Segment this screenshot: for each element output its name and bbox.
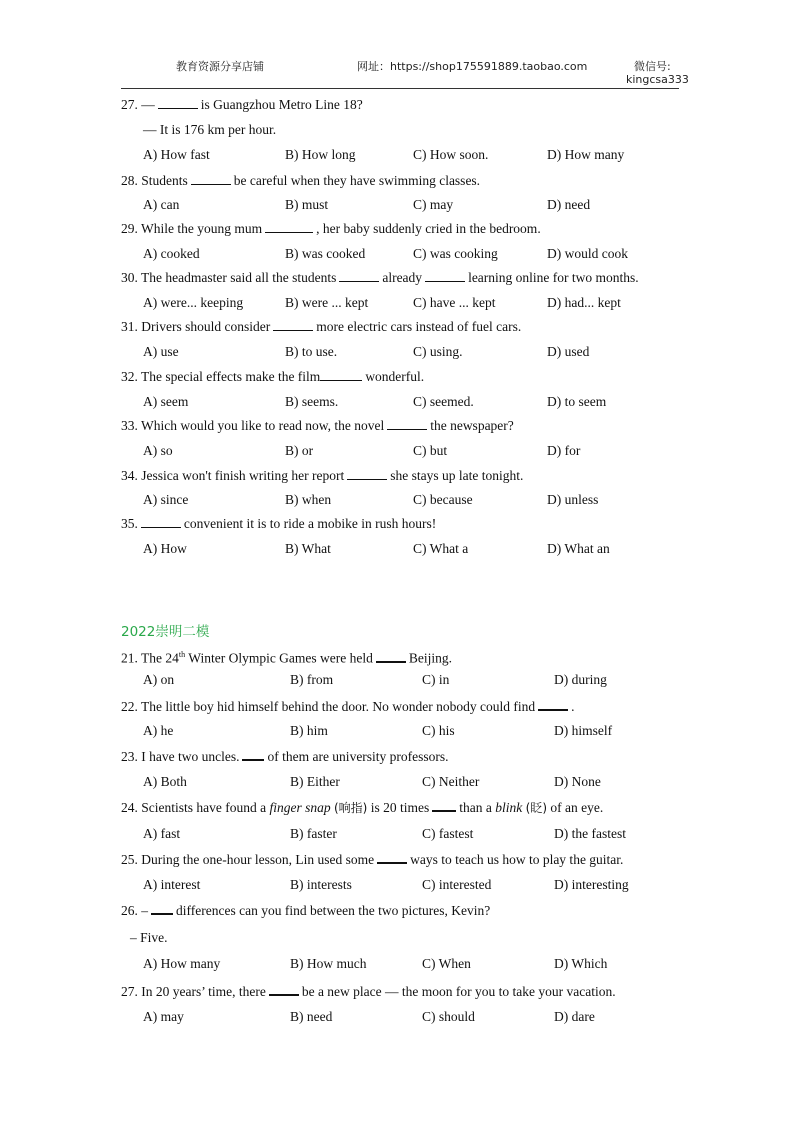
option-d[interactable]: D) What an xyxy=(547,541,610,556)
option-c[interactable]: C) interested xyxy=(422,877,492,892)
options-29 xyxy=(143,246,703,262)
option-d[interactable]: D) How many xyxy=(547,147,625,162)
options-34 xyxy=(143,492,703,508)
option-d[interactable]: D) Which xyxy=(554,956,608,971)
option-c[interactable]: C) because xyxy=(413,492,473,507)
option-b[interactable]: B) How long xyxy=(285,147,356,162)
options-26 xyxy=(143,956,703,972)
option-c[interactable]: C) Neither xyxy=(422,774,480,789)
option-d[interactable]: D) used xyxy=(547,344,590,359)
option-b[interactable]: B) him xyxy=(290,723,328,738)
option-c[interactable]: C) his xyxy=(422,723,455,738)
option-a[interactable]: A) can xyxy=(143,197,180,212)
question-28: 28. Students be careful when they have swimming classes. xyxy=(121,173,481,188)
header-divider xyxy=(121,88,679,89)
option-c[interactable]: C) should xyxy=(422,1009,475,1024)
options-22 xyxy=(143,723,703,739)
option-a[interactable]: A) since xyxy=(143,492,189,507)
option-c[interactable]: C) fastest xyxy=(422,826,474,841)
option-c[interactable]: C) When xyxy=(422,956,471,971)
option-a[interactable]: A) he xyxy=(143,723,174,738)
option-c[interactable]: C) How soon. xyxy=(413,147,489,162)
option-c[interactable]: C) seemed. xyxy=(413,394,474,409)
option-a[interactable]: A) may xyxy=(143,1009,184,1024)
option-b[interactable]: B) What xyxy=(285,541,331,556)
option-a[interactable]: A) seem xyxy=(143,394,189,409)
option-c[interactable]: C) may xyxy=(413,197,454,212)
shop-url: 网址：https://shop175591889.taobao.com xyxy=(357,60,588,73)
answer-line: — It is 176 km per hour. xyxy=(143,122,277,137)
options-25 xyxy=(143,877,703,893)
question-30: 30. The headmaster said all the students already learning online for two months. xyxy=(121,270,639,285)
option-c[interactable]: C) was cooking xyxy=(413,246,498,261)
question-29: 29. While the young mum , her baby suddenly cried in the bedroom. xyxy=(121,221,541,236)
option-c[interactable]: C) in xyxy=(422,672,450,687)
option-b[interactable]: B) from xyxy=(290,672,334,687)
option-b[interactable]: B) to use. xyxy=(285,344,338,359)
options-32 xyxy=(143,394,703,410)
option-d[interactable]: D) dare xyxy=(554,1009,595,1024)
question-23: 23. I have two uncles. of them are university professors. xyxy=(121,749,449,764)
option-b[interactable]: B) was cooked xyxy=(285,246,366,261)
options-27a xyxy=(143,147,703,163)
option-a[interactable]: A) were... keeping xyxy=(143,295,244,310)
question-27a: 27. — is Guangzhou Metro Line 18? xyxy=(121,97,363,112)
option-d[interactable]: D) None xyxy=(554,774,601,789)
option-d[interactable]: D) during xyxy=(554,672,607,687)
option-a[interactable]: A) interest xyxy=(143,877,201,892)
option-a[interactable]: A) so xyxy=(143,443,173,458)
option-b[interactable]: B) interests xyxy=(290,877,352,892)
option-b[interactable]: B) were ... kept xyxy=(285,295,369,310)
options-31 xyxy=(143,344,703,360)
option-d[interactable]: D) would cook xyxy=(547,246,628,261)
options-23 xyxy=(143,774,703,790)
section-title: 2022崇明二模 xyxy=(121,624,210,640)
option-a[interactable]: A) on xyxy=(143,672,175,687)
option-a[interactable]: A) How xyxy=(143,541,187,556)
question-27b: 27. In 20 years’ time, there be a new place — the moon for you to take your vacation. xyxy=(121,984,616,999)
question-31: 31. Drivers should consider more electric cars instead of fuel cars. xyxy=(121,319,522,334)
option-d[interactable]: D) interesting xyxy=(554,877,629,892)
option-c[interactable]: C) using. xyxy=(413,344,463,359)
options-24 xyxy=(143,826,703,842)
option-b[interactable]: B) must xyxy=(285,197,329,212)
option-d[interactable]: D) for xyxy=(547,443,581,458)
question-33: 33. Which would you like to read now, the novel the newspaper? xyxy=(121,418,514,433)
options-35 xyxy=(143,541,703,557)
options-27b xyxy=(143,1009,703,1025)
option-d[interactable]: D) the fastest xyxy=(554,826,626,841)
option-b[interactable]: B) seems. xyxy=(285,394,339,409)
option-d[interactable]: D) himself xyxy=(554,723,613,738)
option-c[interactable]: C) but xyxy=(413,443,448,458)
option-a[interactable]: A) cooked xyxy=(143,246,200,261)
option-b[interactable]: B) Either xyxy=(290,774,340,789)
option-d[interactable]: D) to seem xyxy=(547,394,607,409)
wechat-id: kingcsa333 xyxy=(626,73,689,86)
answer-line: – Five. xyxy=(130,930,168,945)
question-34: 34. Jessica won't finish writing her report she stays up late tonight. xyxy=(121,468,524,483)
option-d[interactable]: D) need xyxy=(547,197,591,212)
option-a[interactable]: A) fast xyxy=(143,826,181,841)
option-c[interactable]: C) What a xyxy=(413,541,469,556)
question-26: 26. – differences can you find between the two pictures, Kevin? xyxy=(121,903,491,918)
option-b[interactable]: B) need xyxy=(290,1009,333,1024)
question-35: 35. convenient it is to ride a mobike in rush hours! xyxy=(121,516,437,531)
option-b[interactable]: B) when xyxy=(285,492,332,507)
question-21: 21. The 24th Winter Olympic Games were held Beijing. xyxy=(121,650,453,666)
option-b[interactable]: B) faster xyxy=(290,826,337,841)
option-d[interactable]: D) had... kept xyxy=(547,295,621,310)
option-d[interactable]: D) unless xyxy=(547,492,599,507)
option-a[interactable]: A) How many xyxy=(143,956,221,971)
option-a[interactable]: A) How fast xyxy=(143,147,210,162)
question-22: 22. The little boy hid himself behind the door. No wonder nobody could find . xyxy=(121,699,575,714)
question-32: 32. The special effects make the film wonderful. xyxy=(121,369,425,384)
question-24: 24. Scientists have found a finger snap (响指) is 20 times than a blink (眨) of an eye. xyxy=(121,800,604,815)
question-25: 25. During the one-hour lesson, Lin used some ways to teach us how to play the guitar. xyxy=(121,852,624,867)
options-30 xyxy=(143,295,703,311)
options-33 xyxy=(143,443,703,459)
wechat-label: 微信号: xyxy=(634,60,671,73)
option-a[interactable]: A) Both xyxy=(143,774,187,789)
option-c[interactable]: C) have ... kept xyxy=(413,295,496,310)
shop-name: 教育资源分享店铺 xyxy=(176,60,264,73)
options-28 xyxy=(143,197,703,213)
option-a[interactable]: A) use xyxy=(143,344,179,359)
option-b[interactable]: B) or xyxy=(285,443,314,458)
options-21 xyxy=(143,672,703,688)
option-b[interactable]: B) How much xyxy=(290,956,367,971)
